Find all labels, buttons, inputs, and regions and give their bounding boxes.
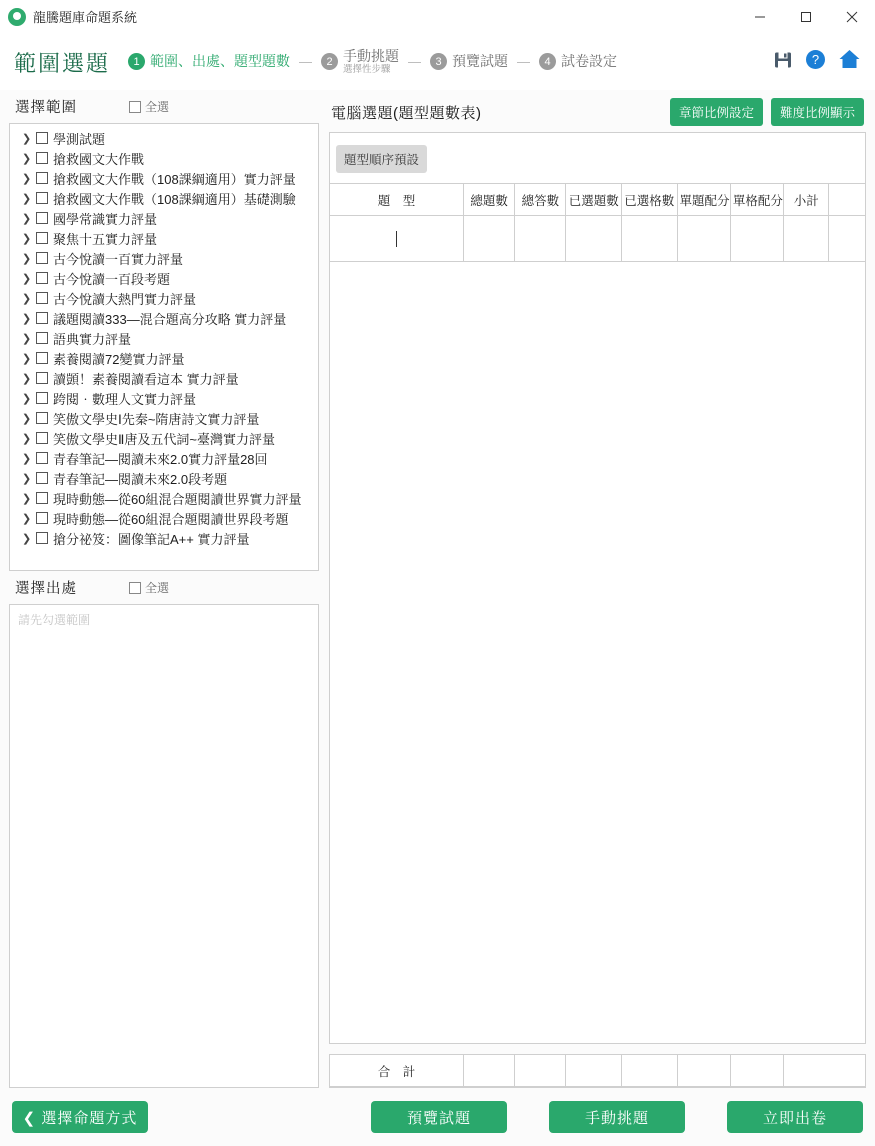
chevron-right-icon[interactable]: ❯ (22, 532, 32, 545)
range-item-checkbox[interactable] (36, 192, 48, 204)
range-item-checkbox[interactable] (36, 492, 48, 504)
title-bar (0, 0, 875, 34)
range-tree-item[interactable] (10, 128, 318, 148)
window-controls (737, 0, 875, 34)
back-to-mode-button[interactable]: ❮ 選擇命題方式 (12, 1101, 148, 1133)
right-panel-title: 電腦選題(題型題數表) (331, 104, 482, 122)
preset-button-wrap (330, 133, 865, 173)
chevron-right-icon[interactable]: ❯ (22, 152, 32, 165)
col-extra (829, 184, 865, 216)
col-total-questions: 總題數 (463, 184, 514, 216)
source-panel-header (9, 571, 319, 604)
chevron-right-icon[interactable]: ❯ (22, 432, 32, 445)
range-tree-list[interactable] (9, 123, 319, 571)
range-tree-item[interactable] (10, 288, 318, 308)
chevron-right-icon[interactable]: ❯ (22, 392, 32, 405)
chevron-right-icon[interactable]: ❯ (22, 512, 32, 525)
step-4-label (561, 54, 617, 71)
home-icon[interactable] (838, 48, 861, 76)
total-subtotal (784, 1055, 865, 1087)
manual-pick-button[interactable]: 手動挑題 (549, 1101, 685, 1133)
step-1[interactable] (128, 53, 290, 70)
step-2[interactable] (321, 49, 399, 76)
cell-question-type[interactable] (330, 216, 463, 262)
range-item-checkbox[interactable] (36, 412, 48, 424)
total-total-answers (515, 1055, 566, 1087)
chevron-right-icon[interactable]: ❯ (22, 412, 32, 425)
total-score-per-question (677, 1055, 730, 1087)
range-item-checkbox[interactable] (36, 392, 48, 404)
range-tree-item[interactable] (10, 248, 318, 268)
range-tree-item[interactable] (10, 528, 318, 548)
page-header (0, 34, 875, 90)
range-tree-item[interactable] (10, 368, 318, 388)
close-icon[interactable] (829, 0, 875, 34)
range-item-label: 跨閱‧數理人文實力評量 (53, 391, 197, 407)
question-order-preset-button[interactable]: 題型順序預設 (336, 145, 427, 173)
chapter-ratio-button[interactable]: 章節比例設定 (670, 98, 763, 126)
range-item-label: 青春筆記—閱讀未來2.0段考題 (53, 471, 228, 487)
cell-score-per-question[interactable] (677, 216, 730, 262)
save-icon[interactable] (773, 50, 793, 75)
range-item-label: 現時動態—從60組混合題閱讀世界實力評量 (53, 491, 302, 507)
range-tree-item[interactable] (10, 488, 318, 508)
source-list[interactable] (9, 604, 319, 1088)
source-panel-title: 選擇出處 (15, 581, 77, 597)
col-total-answers: 總答數 (515, 184, 566, 216)
range-item-checkbox[interactable] (36, 472, 48, 484)
cell-score-per-cell[interactable] (730, 216, 783, 262)
range-item-label: 搶救國文大作戰（108課綱適用）基礎測驗 (53, 191, 296, 207)
step-indicator (128, 49, 617, 76)
total-row-panel (329, 1054, 866, 1088)
total-selected-cells (621, 1055, 677, 1087)
range-item-checkbox[interactable] (36, 172, 48, 184)
header-icon-group (773, 48, 861, 76)
range-tree-item[interactable] (10, 508, 318, 528)
range-item-checkbox[interactable] (36, 272, 48, 284)
text-caret (396, 231, 397, 247)
page-title: 範圍選題 (14, 50, 111, 76)
range-item-label: 搶救國文大作戰 (53, 151, 145, 167)
step-2-number: 2 (321, 53, 338, 70)
step-2-label (343, 49, 399, 76)
range-select-all-label: 全選 (145, 100, 170, 114)
range-item-label: 議題閱讀333—混合題高分攻略 實力評量 (53, 311, 287, 327)
range-item-checkbox[interactable] (36, 532, 48, 544)
range-select-all[interactable] (129, 98, 169, 115)
right-column (329, 90, 866, 1088)
range-item-label: 笑傲文學史Ⅰ先秦~隋唐詩文實力評量 (53, 411, 260, 427)
step-3[interactable] (430, 53, 508, 70)
col-score-per-question: 單題配分 (677, 184, 730, 216)
range-tree-item[interactable] (10, 168, 318, 188)
total-total-questions (463, 1055, 514, 1087)
range-item-label: 素養閱讀72變實力評量 (53, 351, 185, 367)
svg-text:?: ? (811, 52, 820, 67)
chevron-right-icon[interactable]: ❯ (22, 492, 32, 505)
step-2-sub: 選擇性步驟 (343, 64, 391, 76)
col-subtotal: 小計 (784, 184, 829, 216)
difficulty-ratio-button[interactable]: 難度比例顯示 (771, 98, 864, 126)
range-item-label: 讀顗！素養閱讀看這本 實力評量 (53, 371, 239, 387)
range-item-checkbox[interactable] (36, 152, 48, 164)
footer-bar (0, 1088, 875, 1146)
total-label: 合 計 (330, 1055, 463, 1087)
step-1-label (150, 54, 290, 71)
col-question-type: 題 型 (330, 184, 463, 216)
range-panel-header (9, 90, 319, 123)
cell-total-answers[interactable] (515, 216, 566, 262)
range-tree-item[interactable] (10, 328, 318, 348)
range-item-checkbox[interactable] (36, 512, 48, 524)
generate-paper-button[interactable]: 立即出卷 (727, 1101, 863, 1133)
step-3-label (452, 54, 508, 71)
source-select-all-label: 全選 (145, 581, 170, 595)
step-1-main: 範圍、出處、題型題數 (150, 52, 291, 69)
chevron-right-icon[interactable]: ❯ (22, 212, 32, 225)
window-title: 龍騰題庫命題系統 (33, 10, 138, 25)
step-4-number: 4 (539, 53, 556, 70)
total-score-per-cell (730, 1055, 783, 1087)
range-item-checkbox[interactable] (36, 432, 48, 444)
question-type-table-panel (329, 132, 866, 1044)
chevron-right-icon[interactable]: ❯ (22, 332, 32, 345)
range-item-label: 聚焦十五實力評量 (53, 231, 158, 247)
range-tree-item[interactable] (10, 268, 318, 288)
range-item-label: 青春筆記—閱讀未來2.0實力評量28回 (53, 451, 268, 467)
table-row[interactable] (330, 216, 865, 262)
range-item-label: 語典實力評量 (53, 331, 132, 347)
right-panel-header (329, 90, 866, 132)
cell-extra[interactable] (829, 216, 865, 262)
col-score-per-cell: 單格配分 (730, 184, 783, 216)
total-selected-questions (566, 1055, 622, 1087)
range-tree-item[interactable] (10, 208, 318, 228)
range-tree-item[interactable] (10, 228, 318, 248)
range-item-label: 笑傲文學史Ⅱ唐及五代詞~臺灣實力評量 (53, 431, 275, 447)
total-row (330, 1055, 865, 1087)
step-2-main: 手動挑題 (343, 47, 400, 64)
right-panel-buttons (670, 98, 864, 126)
preview-questions-button[interactable]: 預覽試題 (371, 1101, 507, 1133)
source-list-placeholder: 請先勾選範圍 (18, 613, 91, 627)
range-item-checkbox[interactable] (36, 232, 48, 244)
range-item-checkbox[interactable] (36, 212, 48, 224)
cell-total-questions[interactable] (463, 216, 514, 262)
range-item-label: 古今悅讀大熱門實力評量 (53, 291, 197, 307)
range-item-label: 搶救國文大作戰（108課綱適用）實力評量 (53, 171, 296, 187)
cell-selected-cells[interactable] (621, 216, 677, 262)
range-item-checkbox[interactable] (36, 292, 48, 304)
cell-subtotal[interactable] (784, 216, 829, 262)
range-item-label: 現時動態—從60組混合題閱讀世界段考題 (53, 511, 289, 527)
range-item-label: 搶分祕笈：圖像筆記A++ 實力評量 (53, 531, 250, 547)
range-tree-item[interactable] (10, 348, 318, 368)
range-item-checkbox[interactable] (36, 332, 48, 344)
step-separator-1: — (299, 54, 313, 70)
source-select-all-checkbox[interactable] (129, 582, 141, 594)
chevron-right-icon[interactable]: ❯ (22, 172, 32, 185)
step-3-number: 3 (430, 53, 447, 70)
source-select-all[interactable] (129, 579, 169, 596)
range-item-checkbox[interactable] (36, 352, 48, 364)
range-tree-item[interactable] (10, 308, 318, 328)
chevron-right-icon[interactable]: ❯ (22, 192, 32, 205)
step-1-number: 1 (128, 53, 145, 70)
app-logo-icon (8, 8, 26, 26)
range-panel-title: 選擇範圍 (15, 100, 77, 116)
chevron-right-icon[interactable]: ❯ (22, 452, 32, 465)
chevron-right-icon[interactable]: ❯ (22, 272, 32, 285)
col-selected-questions: 已選題數 (566, 184, 622, 216)
main-body (0, 90, 875, 1088)
range-item-checkbox[interactable] (36, 252, 48, 264)
range-item-checkbox[interactable] (36, 452, 48, 464)
chevron-right-icon[interactable]: ❯ (22, 232, 32, 245)
step-4-main: 試卷設定 (561, 52, 618, 69)
range-tree-item[interactable] (10, 408, 318, 428)
chevron-right-icon[interactable]: ❯ (22, 352, 32, 365)
maximize-icon[interactable] (783, 0, 829, 34)
range-item-checkbox[interactable] (36, 312, 48, 324)
chevron-right-icon[interactable]: ❯ (22, 132, 32, 145)
range-tree-item[interactable] (10, 388, 318, 408)
help-icon[interactable] (805, 49, 826, 75)
cell-selected-questions[interactable] (566, 216, 622, 262)
range-item-checkbox[interactable] (36, 372, 48, 384)
left-column (9, 90, 319, 1088)
step-separator-2: — (408, 54, 422, 70)
minimize-icon[interactable] (737, 0, 783, 34)
range-item-label: 國學常識實力評量 (53, 211, 158, 227)
step-3-main: 預覽試題 (452, 52, 509, 69)
range-tree-item[interactable] (10, 468, 318, 488)
total-table (330, 1054, 865, 1087)
step-4[interactable] (539, 53, 617, 70)
question-type-table (330, 183, 865, 262)
range-select-all-checkbox[interactable] (129, 101, 141, 113)
range-item-label: 古今悅讀一百段考題 (53, 271, 171, 287)
chevron-right-icon[interactable]: ❯ (22, 312, 32, 325)
footer-action-group (371, 1101, 863, 1133)
range-tree-item[interactable] (10, 428, 318, 448)
step-separator-3: — (517, 54, 531, 70)
table-header-row (330, 184, 865, 216)
range-tree-item[interactable] (10, 148, 318, 168)
range-item-label: 古今悅讀一百實力評量 (53, 251, 184, 267)
chevron-right-icon[interactable]: ❯ (22, 252, 32, 265)
range-tree-item[interactable] (10, 448, 318, 468)
range-item-label: 學測試題 (53, 131, 106, 147)
chevron-right-icon[interactable]: ❯ (22, 372, 32, 385)
range-item-checkbox[interactable] (36, 132, 48, 144)
chevron-right-icon[interactable]: ❯ (22, 472, 32, 485)
chevron-right-icon[interactable]: ❯ (22, 292, 32, 305)
range-tree-item[interactable] (10, 188, 318, 208)
col-selected-cells: 已選格數 (621, 184, 677, 216)
